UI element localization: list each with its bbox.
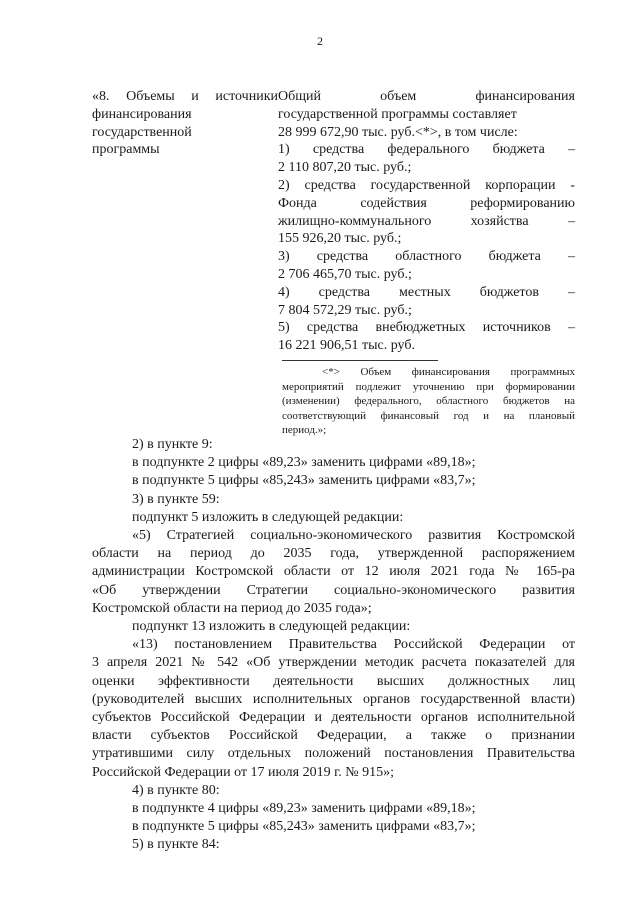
passport-content-line: 155 926,20 тыс. руб.; (278, 231, 402, 247)
paragraph-line: Костромской области на период до 2035 года»; (92, 600, 372, 616)
paragraph-line: власти субъектов Российской Федерации, а также о признании (92, 728, 575, 744)
paragraph-line: в подпункте 5 цифры «85,243» заменить цифрами «83,7»; (132, 819, 476, 835)
footnote-line: (изменении) федерального, областного бюджетов на (282, 395, 575, 408)
paragraph-line: «5) Стратегией социально-экономического развития Костромской (132, 528, 575, 544)
paragraph-line: подпункт 5 изложить в следующей редакции: (132, 509, 404, 525)
passport-content-line: жилищно-коммунального хозяйства – (278, 213, 575, 229)
passport-label-line: финансирования (92, 106, 192, 122)
paragraph-line: 5) в пункте 84: (132, 837, 220, 853)
passport-content-line: 16 221 906,51 тыс. руб. (278, 338, 415, 354)
passport-content-line: 1) средства федерального бюджета – (278, 142, 575, 158)
paragraph-line: 3) в пункте 59: (132, 491, 220, 507)
paragraph-line: в подпункте 5 цифры «85,243» заменить цифрами «83,7»; (132, 473, 476, 489)
passport-content-line: Общий объем финансирования (278, 89, 575, 104)
passport-label-line: программы (92, 142, 160, 158)
passport-label-line: «8. Объемы и источники (92, 89, 278, 104)
footnote-divider (282, 360, 438, 361)
amendment-text (92, 436, 575, 855)
footnote-line: период.»; (282, 424, 327, 437)
passport-table (92, 88, 575, 355)
paragraph-line: субъектов Российской Федерации и деятельности органов исполнительной (92, 710, 575, 726)
passport-content-line: 2 110 807,20 тыс. руб.; (278, 160, 412, 176)
footnote (282, 365, 575, 438)
passport-content-line: 2 706 465,70 тыс. руб.; (278, 266, 412, 282)
passport-content-line: 7 804 572,29 тыс. руб.; (278, 302, 412, 318)
paragraph-line: в подпункте 4 цифры «89,23» заменить цифрами «89,18»; (132, 801, 476, 817)
paragraph-line: в подпункте 2 цифры «89,23» заменить цифрами «89,18»; (132, 455, 476, 471)
passport-content-line: 28 999 672,90 тыс. руб.<*>, в том числе: (278, 124, 518, 140)
footnote-line: соответствующий финансовый год и на плановый (282, 409, 575, 422)
paragraph-line: Российской Федерации от 17 июля 2019 г. № 915»; (92, 764, 394, 780)
footnote-line: мероприятий подлежит уточнению при формировании (282, 380, 575, 393)
paragraph-line: области на период до 2035 года, утвержденной распоряжением (92, 546, 575, 562)
passport-content-line: Фонда содействия реформированию (278, 195, 575, 211)
passport-label-line: государственной (92, 124, 192, 140)
page-number: 2 (317, 34, 323, 48)
paragraph-line: утратившими силу отдельных положений постановления Правительства (92, 746, 575, 762)
paragraph-line: «13) постановлением Правительства Российской Федерации от (132, 637, 575, 653)
passport-content-line: 4) средства местных бюджетов – (278, 284, 575, 300)
paragraph-line: 2) в пункте 9: (132, 437, 213, 452)
passport-content-line: 5) средства внебюджетных источников – (278, 320, 575, 336)
passport-content-line: государственной программы составляет (278, 106, 517, 122)
passport-row-label (92, 88, 278, 355)
footnote-line: <*> Объем финансирования программных (322, 366, 575, 378)
paragraph-line: 3 апреля 2021 № 542 «Об утверждении методик расчета показателей для (92, 655, 575, 671)
paragraph-line: администрации Костромской области от 12 июля 2021 года № 165-ра (92, 564, 575, 580)
passport-content-line: 3) средства областного бюджета – (278, 249, 575, 265)
paragraph-line: (руководителей высших исполнительных органов государственной власти) (92, 691, 575, 707)
passport-content-line: 2) средства государственной корпорации - (278, 177, 575, 193)
paragraph-line: «Об утверждении Стратегии социально-экономического развития (92, 582, 575, 598)
paragraph-line: оценки эффективности деятельности высших должностных лиц (92, 673, 575, 689)
paragraph-line: 4) в пункте 80: (132, 782, 220, 798)
passport-row-content (278, 88, 575, 355)
paragraph-line: подпункт 13 изложить в следующей редакции: (132, 619, 411, 635)
